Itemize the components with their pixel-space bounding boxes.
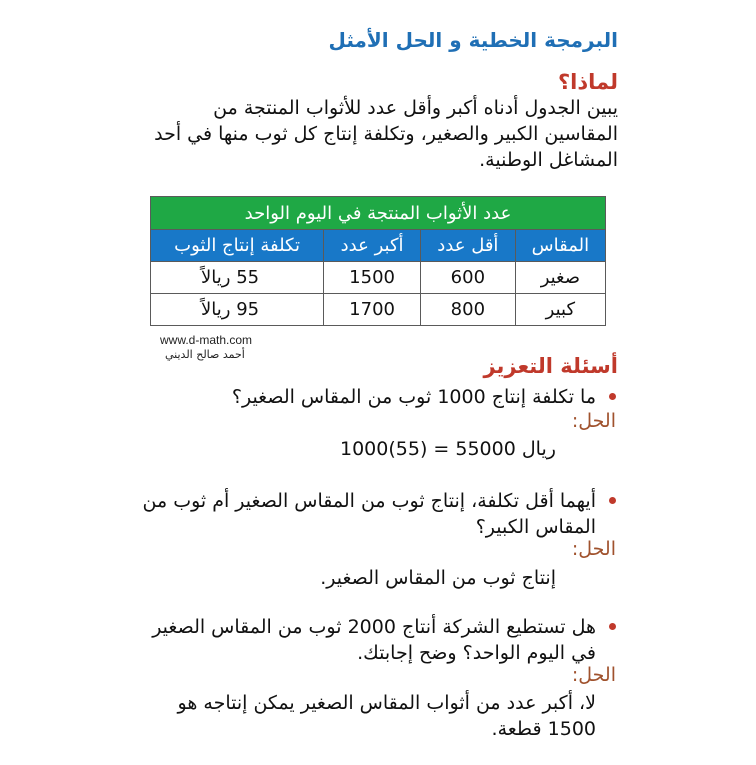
answer-3: لا، أكبر عدد من أثواب المقاس الصغير يمكن إنتاجه هو 1500 قطعة.: [177, 692, 596, 740]
header-min: أقل عدد: [420, 230, 515, 262]
cell-max: 1500: [324, 262, 421, 294]
question-1: [146, 384, 616, 410]
cell-max: 1700: [324, 294, 421, 326]
cell-size: صغير: [515, 262, 605, 294]
cell-size: كبير: [515, 294, 605, 326]
cell-min: 600: [420, 262, 515, 294]
answer-2: إنتاج ثوب من المقاس الصغير.: [320, 567, 556, 589]
header-cost: تكلفة إنتاج الثوب: [151, 230, 324, 262]
bullet-icon: [609, 497, 616, 504]
watermark-author: أحمد صالح الديني: [165, 348, 245, 361]
reinforce-heading: أسئلة التعزيز: [483, 354, 618, 378]
header-size: المقاس: [515, 230, 605, 262]
cell-cost: 55 ريالاً: [151, 262, 324, 294]
garments-table: [150, 196, 606, 326]
question-text: هل تستطيع الشركة أنتاج 2000 ثوب من المقاس الصغير في اليوم الواحد؟ وضح إجابتك.: [152, 616, 596, 664]
cell-cost: 95 ريالاً: [151, 294, 324, 326]
page-title: البرمجة الخطية و الحل الأمثل: [328, 28, 618, 52]
intro-paragraph: يبين الجدول أدناه أكبر وأقل عدد للأثواب المنتجة من المقاسين الكبير والصغير، وتكلفة إنتاج كل ثوب منها في أحد المشاغل الوطنية.: [154, 97, 618, 171]
question-text: ما تكلفة إنتاج 1000 ثوب من المقاس الصغير؟: [231, 386, 596, 408]
cell-min: 800: [420, 294, 515, 326]
table-caption: عدد الأثواب المنتجة في اليوم الواحد: [151, 197, 606, 230]
solution-label: الحل:: [571, 410, 616, 432]
table-row: [151, 294, 606, 326]
header-max: أكبر عدد: [324, 230, 421, 262]
question-3: [136, 614, 616, 666]
watermark-url: www.d-math.com: [160, 333, 253, 347]
solution-label: الحل:: [571, 664, 616, 686]
bullet-icon: [609, 393, 616, 400]
solution-label: الحل:: [571, 538, 616, 560]
why-heading: لماذا؟: [557, 70, 618, 94]
table-row: [151, 262, 606, 294]
question-text: أيهما أقل تكلفة، إنتاج ثوب من المقاس الصغير أم ثوب من المقاس الكبير؟: [142, 490, 596, 538]
answer-1: 1000(55) = 55000 ريال: [340, 438, 556, 460]
bullet-icon: [609, 623, 616, 630]
question-2: [136, 488, 616, 540]
